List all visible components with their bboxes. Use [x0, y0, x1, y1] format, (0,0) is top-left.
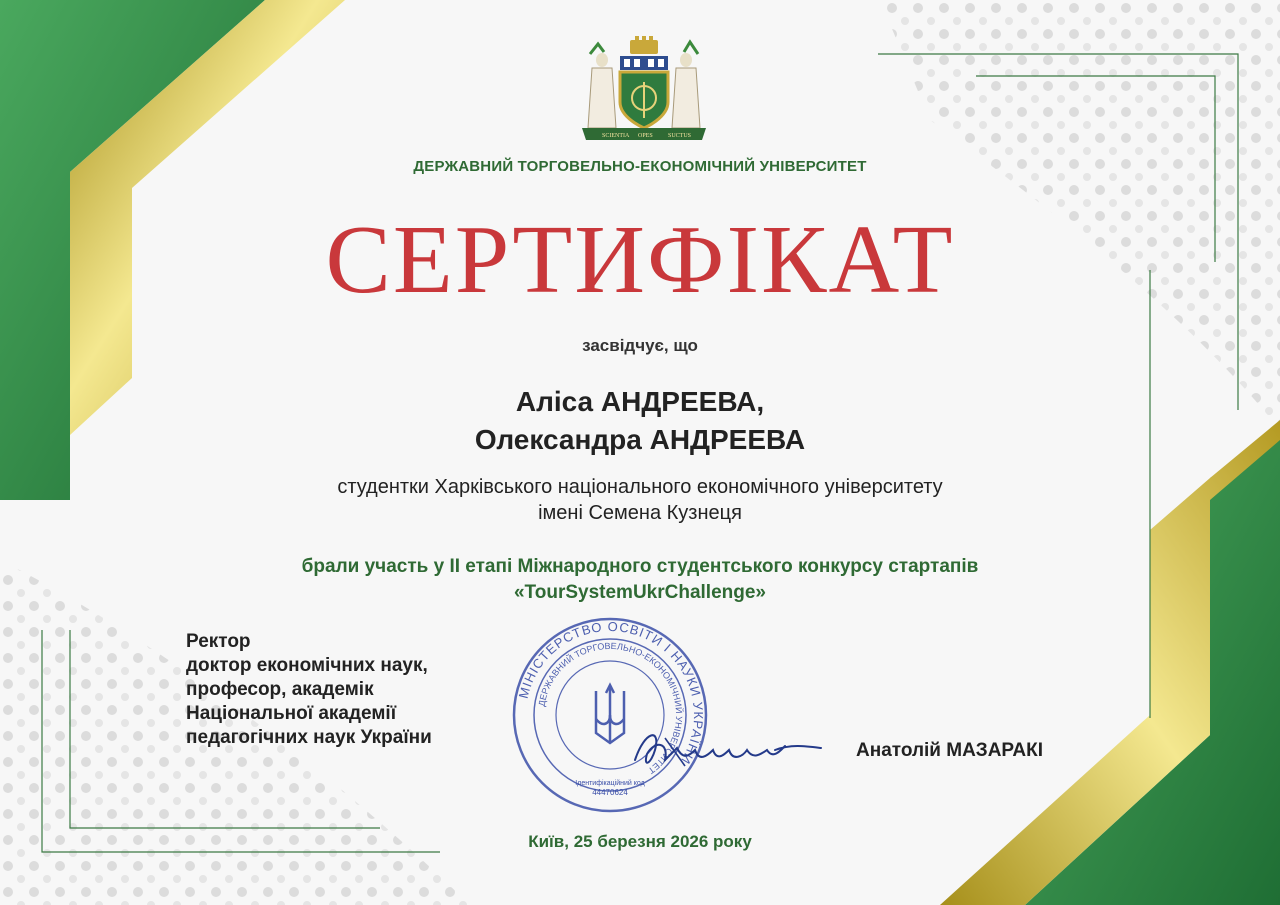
rector-name: Анатолій МАЗАРАКІ — [856, 740, 1044, 761]
motto-right: SUCTUS — [668, 133, 692, 139]
trident-icon — [596, 685, 624, 743]
rector-title-line: педагогічних наук України — [186, 727, 432, 748]
university-name: ДЕРЖАВНИЙ ТОРГОВЕЛЬНО-ЕКОНОМІЧНИЙ УНІВЕРСИТЕТ — [413, 158, 867, 175]
participation-line-1: брали участь у ІІ етапі Міжнародного студентського конкурсу стартапів — [301, 556, 979, 577]
rector-title-line: Національної академії — [186, 703, 397, 724]
place-and-date: Київ, 25 березня 2026 року — [528, 832, 752, 851]
rector-title-block — [186, 630, 432, 750]
participation-line-2: «TourSystemUkrChallenge» — [513, 582, 766, 603]
rector-signature — [625, 720, 835, 780]
affiliation-line-2: імені Семена Кузнеця — [538, 502, 742, 524]
rector-title-line: доктор економічних наук, — [186, 655, 428, 676]
motto-left: SCIENTIA — [602, 133, 630, 139]
certificate-title: СЕРТИФІКАТ — [325, 206, 955, 314]
university-emblem — [580, 36, 710, 144]
seal-outer-text: МІНІСТЕРСТВО ОСВІТИ І НАУКИ УКРАЇНИ — [515, 618, 707, 768]
affiliation-line-1: студентки Харківського національного економічного університету — [337, 476, 943, 498]
seal-inner-text: ДЕРЖАВНИЙ ТОРГОВЕЛЬНО-ЕКОНОМІЧНИЙ УНІВЕРСИТЕТ — [536, 640, 685, 776]
official-seal — [510, 615, 710, 815]
recipient-name-2: Олександра АНДРЕЕВА — [474, 424, 806, 455]
certifies-text: засвідчує, що — [582, 336, 698, 355]
seal-code-label: Ідентифікаційний код — [575, 780, 645, 787]
seal-code: 44470624 — [592, 788, 628, 797]
motto-center: OPES — [638, 133, 653, 139]
rector-title-line: Ректор — [186, 631, 251, 652]
recipient-name-1: Аліса АНДРЕЕВА, — [515, 386, 765, 417]
rector-title-line: професор, академік — [186, 679, 374, 700]
